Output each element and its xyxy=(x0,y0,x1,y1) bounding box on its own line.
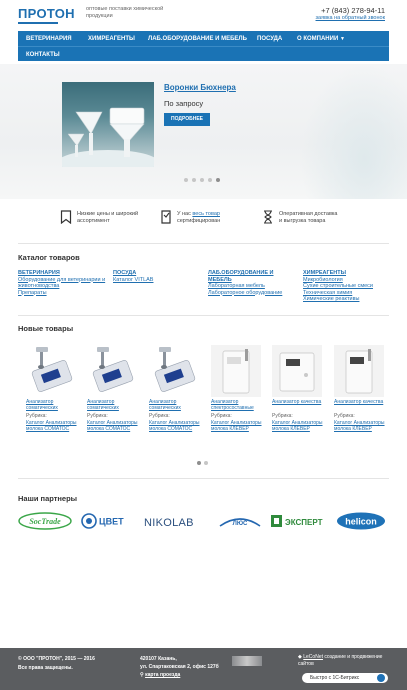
products-dot-2[interactable] xyxy=(204,461,208,465)
slide-price: По запросу xyxy=(164,99,204,108)
catalog-column-lab xyxy=(208,270,293,296)
catalog-head-glassware[interactable]: ПОСУДА xyxy=(113,270,137,276)
product-category-link[interactable]: Каталог Анализаторы молока КЛЕВЕР xyxy=(272,420,323,432)
divider xyxy=(18,478,389,479)
header xyxy=(0,0,407,30)
footer-address-street: ул. Спартаковская 2, офис 127б xyxy=(140,664,219,670)
expert-logo xyxy=(270,512,328,530)
slider-dot-4[interactable] xyxy=(208,178,212,182)
catalog-column-glassware xyxy=(113,270,201,283)
slide-title-link[interactable]: Воронки Бюхнера xyxy=(164,83,236,92)
cvet-logo xyxy=(80,512,136,530)
lyus-logo xyxy=(218,512,262,530)
feature-certified-prefix: У нас xyxy=(177,211,193,217)
feature-certified-text xyxy=(177,211,239,224)
product-rubric-label: Рубрика: xyxy=(272,413,293,419)
buchner-funnels-illustration xyxy=(62,82,154,167)
catalog-link[interactable]: Оборудование для ветеринарии и животноводства xyxy=(18,276,106,289)
product-image[interactable] xyxy=(334,345,384,397)
product-rubric-label: Рубрика: xyxy=(87,413,108,419)
callback-link[interactable]: заявка на обратный звонок xyxy=(315,15,385,21)
certified-goods-link[interactable]: весь товар xyxy=(192,211,220,217)
certificate-icon xyxy=(160,210,172,224)
slide-product-image[interactable] xyxy=(62,82,154,167)
slider-dot-5[interactable] xyxy=(216,178,220,182)
feature-certified-suffix: сертифицирован xyxy=(177,217,221,224)
catalog-link[interactable]: Химические реактивы xyxy=(303,296,360,302)
slider-dot-2[interactable] xyxy=(192,178,196,182)
feature-low-prices xyxy=(60,210,150,232)
developer-text: создание и продвижение сайтов xyxy=(298,654,383,667)
bitrix-icon xyxy=(377,674,385,682)
product-rubric-label: Рубрика: xyxy=(149,413,170,419)
visitor-counter-badge[interactable] xyxy=(232,656,262,666)
catalog-link[interactable]: Сухие строительные смеси xyxy=(303,283,373,289)
footer-map-link[interactable]: карта проезда xyxy=(145,672,181,678)
catalog-link[interactable]: Лабораторная мебель xyxy=(208,283,265,289)
soctrade-logo-text: SocTrade xyxy=(29,517,61,526)
product-image[interactable] xyxy=(87,345,137,397)
feature-delivery-text: Оперативная доставка и выгрузка товара xyxy=(279,211,338,224)
hourglass-icon xyxy=(262,210,274,224)
catalog-column-chemicals xyxy=(303,270,391,303)
nav-item-about-label: О КОМПАНИИ xyxy=(297,36,339,42)
nav-item-chemicals[interactable]: ХИМРЕАГЕНТЫ xyxy=(88,36,135,42)
footer xyxy=(0,648,407,690)
product-name[interactable]: Анализатор спектросоставные xyxy=(211,399,254,411)
product-image[interactable] xyxy=(26,345,76,397)
nikolab-logo xyxy=(144,512,200,530)
footer-address-city: 420107 Казань, xyxy=(140,656,177,662)
products-dot-1[interactable] xyxy=(197,461,201,465)
partners-title: Наши партнеры xyxy=(18,494,78,503)
divider xyxy=(18,243,389,244)
footer-address-block xyxy=(140,655,240,679)
product-category-link[interactable]: Каталог Анализаторы молока СОМАТОС xyxy=(26,420,77,432)
product-image[interactable] xyxy=(149,345,199,397)
slider-dot-3[interactable] xyxy=(200,178,204,182)
feature-low-prices-text: Низкие цены и широкий ассортимент xyxy=(77,211,139,224)
product-rubric-label: Рубрика: xyxy=(334,413,355,419)
catalog-link[interactable]: Препараты xyxy=(18,289,47,296)
slider-background-glow xyxy=(300,64,407,199)
footer-copyright: © ООО "ПРОТОН", 2015 — 2016 xyxy=(18,656,95,662)
nav-item-lab-equipment[interactable]: ЛАБ.ОБОРУДОВАНИЕ И МЕБЕЛЬ xyxy=(148,36,247,42)
product-image[interactable] xyxy=(272,345,322,397)
slider-pagination xyxy=(184,178,220,182)
partner-logo-helicon[interactable] xyxy=(336,512,386,530)
developer-logo-icon: ◆ xyxy=(298,654,302,660)
catalog-title: Каталог товаров xyxy=(18,253,80,262)
chevron-down-icon: ▼ xyxy=(339,36,345,42)
footer-map xyxy=(140,671,240,679)
catalog-column-veterinary xyxy=(18,270,106,296)
site-tagline: оптовые поставки химической продукции xyxy=(86,6,164,19)
site-logo[interactable]: ПРОТОН xyxy=(18,6,75,21)
product-category-link[interactable]: Каталог Анализаторы молока СОМАТОС xyxy=(87,420,138,432)
nav-item-about[interactable] xyxy=(297,36,345,42)
product-image[interactable] xyxy=(211,345,261,397)
partner-logo-expert[interactable] xyxy=(270,512,328,530)
feature-delivery xyxy=(262,210,352,232)
partner-logo-cvet[interactable] xyxy=(80,512,136,530)
catalog-head-lab[interactable]: ЛАБ.ОБОРУДОВАНИЕ И МЕБЕЛЬ xyxy=(208,270,274,283)
bitrix-badge-label: Быстро с 1С-Битрикс xyxy=(310,675,360,681)
product-category-link[interactable]: Каталог Анализаторы молока СОМАТОС xyxy=(149,420,200,432)
nav-item-contacts[interactable]: КОНТАКТЫ xyxy=(26,52,60,58)
expert-logo-text: ЭКСПЕРТ xyxy=(285,518,323,527)
slider-dot-1[interactable] xyxy=(184,178,188,182)
lyus-logo-text: ЛЮС xyxy=(232,521,248,527)
product-name[interactable]: Анализатор качества xyxy=(272,399,322,405)
developer-link[interactable]: LeCoNet xyxy=(303,654,323,660)
product-name[interactable]: Анализатор качества xyxy=(334,399,384,405)
footer-rights: Все права защищены. xyxy=(18,665,73,671)
product-name[interactable]: Анализатор соматических xyxy=(87,399,119,411)
helicon-logo-text: helicon xyxy=(345,516,377,527)
catalog-link[interactable]: Техническая химия xyxy=(303,289,353,296)
bitrix-badge[interactable] xyxy=(302,673,388,683)
product-category-link[interactable]: Каталог Анализаторы молока КЛЕВЕР xyxy=(334,420,385,432)
product-rubric-label: Рубрика: xyxy=(26,413,47,419)
product-name[interactable]: Анализатор соматических xyxy=(26,399,58,411)
divider xyxy=(18,315,389,316)
helicon-logo xyxy=(336,512,386,530)
nav-item-veterinary[interactable]: ВЕТЕРИНАРИЯ xyxy=(26,36,72,42)
slide-details-button[interactable]: ПОДРОБНЕЕ xyxy=(164,113,210,126)
catalog-head-veterinary[interactable]: ВЕТЕРИНАРИЯ xyxy=(18,270,60,276)
footer-developer xyxy=(298,654,393,668)
footer-copyright-block xyxy=(18,655,118,673)
nav-divider xyxy=(18,46,389,47)
bookmark-icon xyxy=(60,210,72,224)
partner-logo-lyus[interactable] xyxy=(218,512,262,530)
catalog-link[interactable]: Микробиология xyxy=(303,276,343,283)
products-pagination xyxy=(197,461,208,465)
new-products-title: Новые товары xyxy=(18,324,74,333)
soctrade-logo xyxy=(18,512,72,530)
map-pin-icon: ⚲ xyxy=(140,672,144,678)
logo-underline xyxy=(18,22,58,24)
cvet-logo-text: ЦВЕТ xyxy=(99,516,124,527)
feature-certified xyxy=(160,210,250,232)
partner-logo-nikolab[interactable] xyxy=(144,512,200,530)
product-name[interactable]: Анализатор соматических xyxy=(149,399,181,411)
catalog-head-chemicals[interactable]: ХИМРЕАГЕНТЫ xyxy=(303,270,347,276)
nav-item-glassware[interactable]: ПОСУДА xyxy=(257,36,283,42)
nikolab-logo-text: NIKOLAB xyxy=(144,517,194,529)
product-rubric-label: Рубрика: xyxy=(211,413,232,419)
partner-logo-soctrade[interactable] xyxy=(18,512,72,530)
header-phone[interactable]: +7 (843) 278-94-11 xyxy=(321,6,385,15)
catalog-link[interactable]: Каталог VITLAB xyxy=(113,276,154,283)
catalog-link[interactable]: Лабораторное оборудование xyxy=(208,289,283,296)
product-category-link[interactable]: Каталог Анализаторы молока КЛЕВЕР xyxy=(211,420,262,432)
